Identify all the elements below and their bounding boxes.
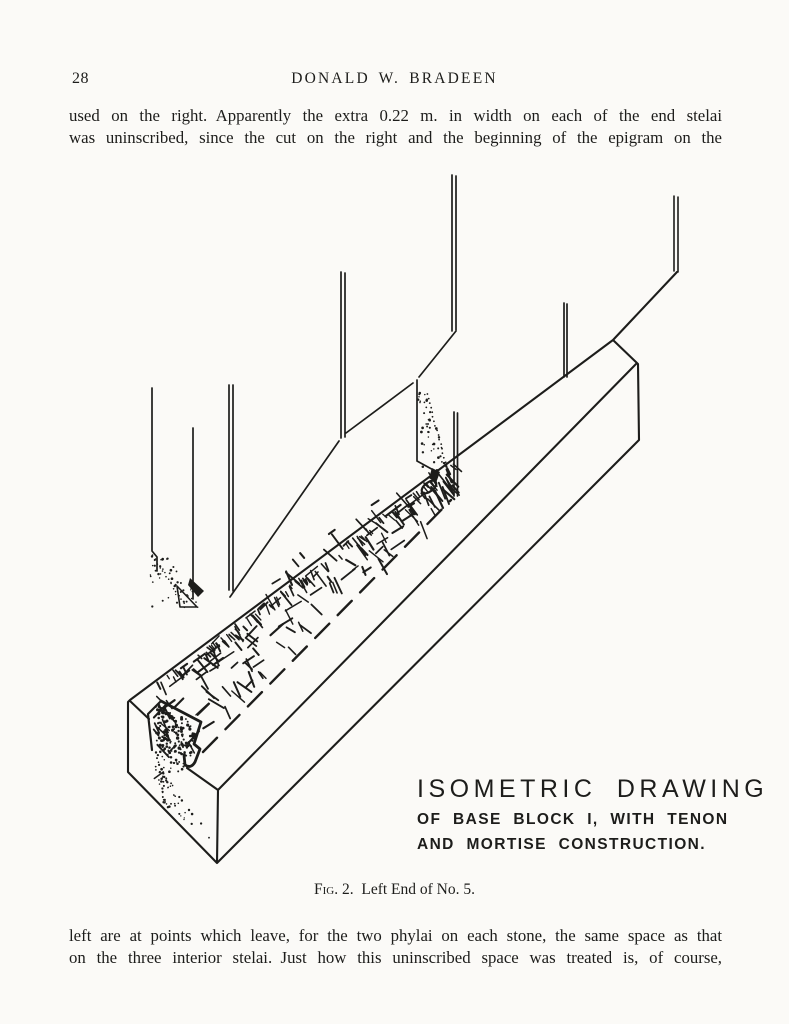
paragraph-top-line-2: was uninscribed, since the cut on the right and the beginning of the epigram on the bbox=[69, 128, 722, 147]
figure-label-line3: AND MORTISE CONSTRUCTION. bbox=[417, 836, 706, 853]
paragraph-bottom-line-2: on the three interior stelai. Just how this uninscribed space was treated is, of course, bbox=[69, 948, 722, 967]
chisel-hatching-and-stipple bbox=[150, 392, 462, 839]
paragraph-bottom-line-1: left are at points which leave, for the two phylai on each stone, the same space as that bbox=[69, 926, 722, 945]
figure-label-line2: OF BASE BLOCK I, WITH TENON bbox=[417, 811, 729, 828]
figure-label bbox=[417, 775, 769, 857]
stelai-break-lines bbox=[152, 175, 567, 599]
figure-caption bbox=[0, 881, 789, 899]
caption-text: Left End of No. 5. bbox=[353, 881, 475, 898]
figure-label-title: ISOMETRIC DRAWING bbox=[417, 775, 769, 803]
dashed-setting-line bbox=[203, 500, 451, 752]
caption-fig-number: Fig. 2. bbox=[314, 881, 354, 898]
mortise-left-lip bbox=[148, 701, 161, 750]
running-head: DONALD W. BRADEEN bbox=[291, 70, 498, 87]
paragraph-top-line-1: used on the right. Apparently the extra 0.22 m. in width on each of the end stelai bbox=[69, 106, 722, 125]
page-number: 28 bbox=[72, 70, 89, 87]
left-stump-black-wedge bbox=[188, 578, 204, 597]
stela-edge-right-pair bbox=[674, 196, 678, 272]
paragraph-bottom bbox=[69, 925, 722, 969]
